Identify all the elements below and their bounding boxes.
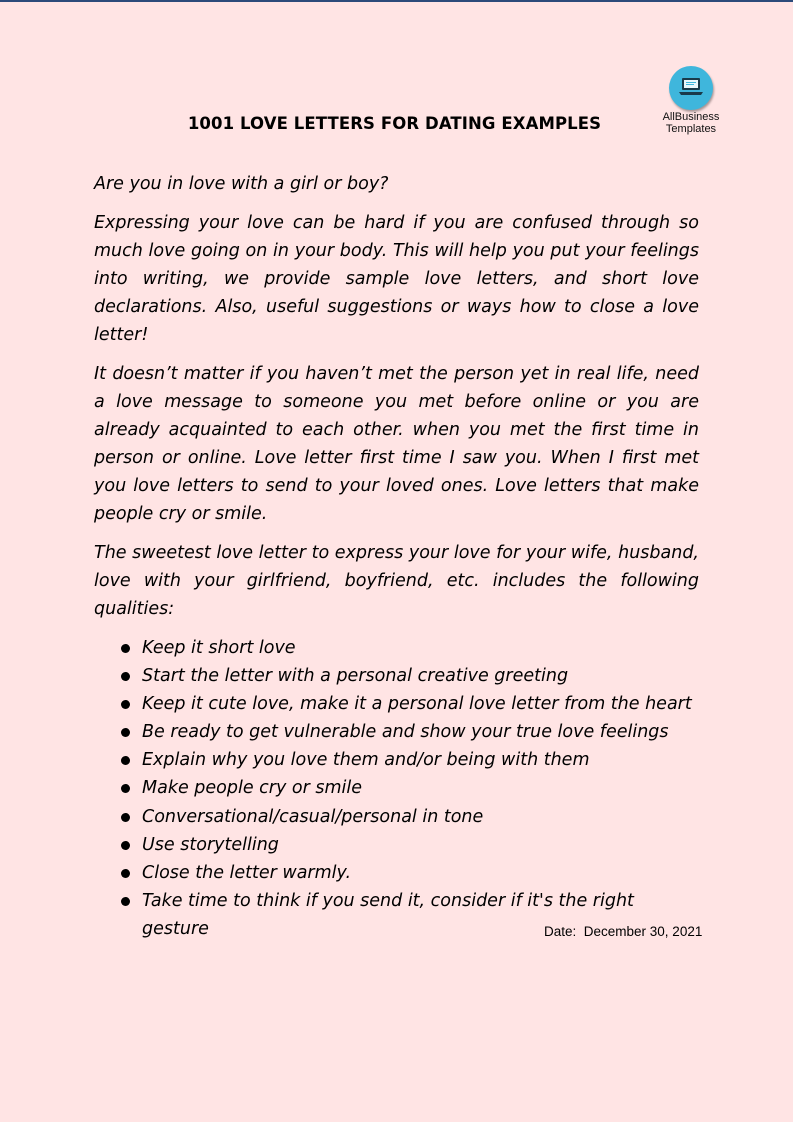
intro-question: Are you in love with a girl or boy? <box>94 174 389 194</box>
logo-text-line2: Templates <box>665 123 717 135</box>
list-item: Take time to think if you send it, consider if it's the right gesture <box>142 887 699 943</box>
list-item: Make people cry or smile <box>142 774 699 802</box>
top-border-line <box>0 0 793 2</box>
list-item: Explain why you love them and/or being with them <box>142 746 699 774</box>
paragraph-met-person: It doesn’t matter if you haven’t met the person yet in real life, need a love message to someone you met before online or you are already acquainted to each other. when you met the first time in person or online. Love letter first time I saw you. When I first met you love letters to send to your loved ones. Love letters that make people cry or smile. <box>94 364 699 524</box>
document-date: Date: December 30, 2021 <box>544 924 703 939</box>
document-title: 1001 LOVE LETTERS FOR DATING EXAMPLES <box>187 114 602 133</box>
list-item: Keep it short love <box>142 634 699 662</box>
list-item: Close the letter warmly. <box>142 859 699 887</box>
list-item: Keep it cute love, make it a personal love letter from the heart <box>142 690 699 718</box>
laptop-icon <box>669 66 713 110</box>
list-item: Start the letter with a personal creative greeting <box>142 662 699 690</box>
document-body <box>94 170 699 943</box>
list-item: Be ready to get vulnerable and show your true love feelings <box>142 718 699 746</box>
paragraph-sweetest-letter: The sweetest love letter to express your love for your wife, husband, love with your girlfriend, boyfriend, etc. includes the following qualities: <box>94 543 699 619</box>
logo-text-line1: AllBusiness <box>662 111 720 123</box>
list-item: Conversational/casual/personal in tone <box>142 803 699 831</box>
list-item: Use storytelling <box>142 831 699 859</box>
qualities-list <box>94 634 699 943</box>
paragraph-expressing-love: Expressing your love can be hard if you are confused through so much love going on in your body. This will help you put your feelings into writing, we provide sample love letters, and short love declarations. Also, useful suggestions or ways how to close a love letter! <box>94 213 699 345</box>
